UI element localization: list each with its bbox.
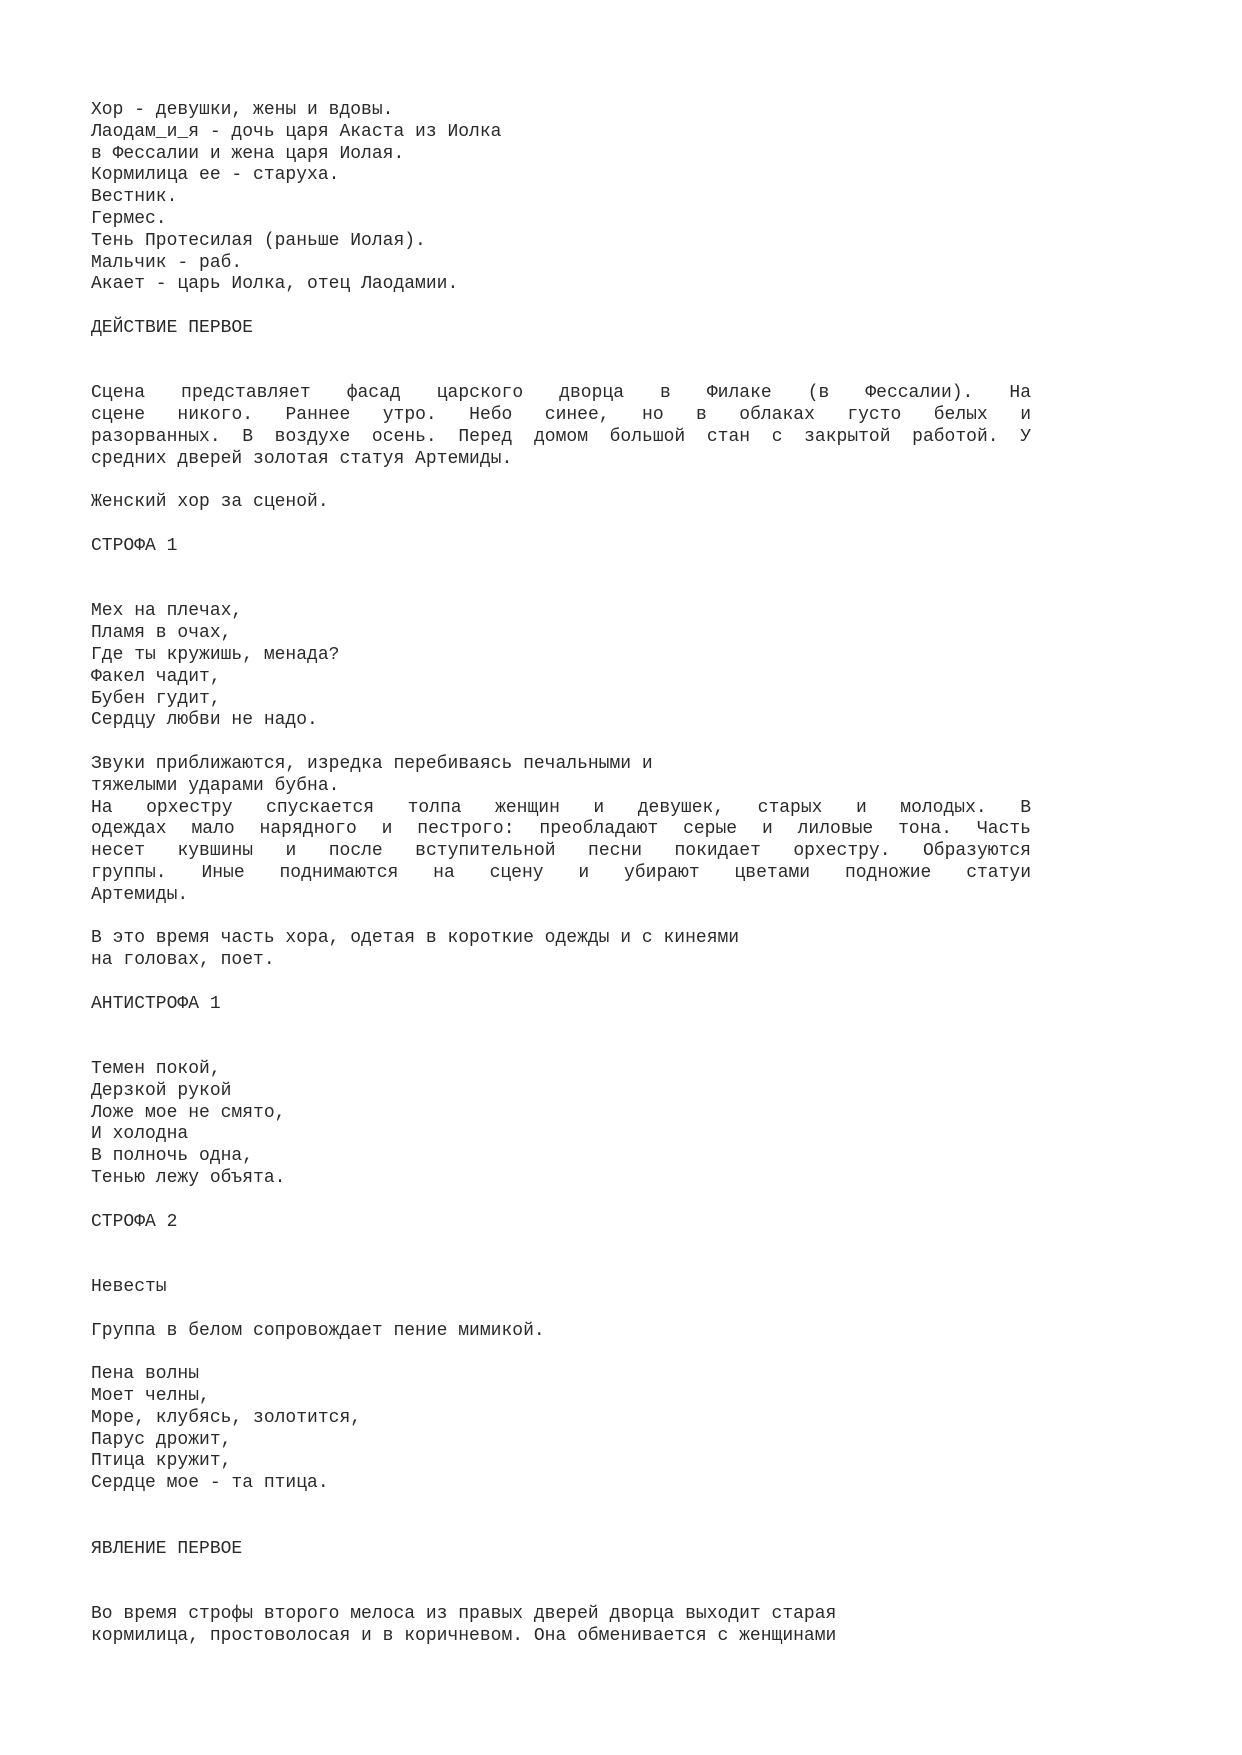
act-title: ДЕЙСТВИЕ ПЕРВОЕ [91, 317, 254, 338]
paragraph-line: тяжелыми ударами бубна. [91, 775, 340, 796]
paragraph-line: Артемиды. [91, 884, 189, 905]
scene1-title: ЯВЛЕНИЕ ПЕРВОЕ [91, 1538, 243, 1559]
cast-line: в Фессалии и жена царя Иолая. [91, 143, 405, 164]
paragraph-line: несет кувшины и после вступительной песни покидает орхестру. Образуются [91, 841, 1031, 862]
paragraph-line: кормилица, простоволосая и в коричневом. Она обменивается с женщинами [91, 1625, 837, 1646]
cast-line: Акает - царь Иолка, отец Лаодамии. [91, 274, 459, 295]
verse-line: Птица кружит, [91, 1451, 232, 1472]
cast-line: Гермес. [91, 208, 167, 229]
verse-line: Море, клубясь, золотится, [91, 1407, 362, 1428]
verse-line: Мех на плечах, [91, 601, 243, 622]
paragraph-line: одеждах мало нарядного и пестрого: преобладают серые и лиловые тона. Часть [91, 819, 1031, 840]
strophe1-verse [91, 601, 1031, 732]
cast-line: Хор - девушки, жены и вдовы. [91, 100, 394, 120]
verse-line: Сердцу любви не надо. [91, 710, 318, 731]
cast-line: Вестник. [91, 187, 178, 208]
paragraph-line: сцене никого. Раннее утро. Небо синее, но в облаках густо белых и [91, 405, 1031, 426]
verse-line: Моет челны, [91, 1386, 210, 1407]
paragraph-line: средних дверей золотая статуя Артемиды. [91, 448, 513, 469]
paragraph-line: Звуки приближаются, изредка перебиваясь печальными и [91, 753, 653, 774]
verse-line: Факел чадит, [91, 666, 221, 687]
verse-line: Бубен гудит, [91, 688, 221, 709]
paragraph-line: Во время строфы второго мелоса из правых дверей дворца выходит старая [91, 1603, 837, 1624]
mimic-note: Группа в белом сопровождает пение мимикой. [91, 1320, 545, 1341]
paragraph-line: на головах, поет. [91, 950, 275, 971]
verse-line: Тенью лежу объята. [91, 1168, 286, 1189]
verse-line: Темен покой, [91, 1059, 221, 1080]
paragraph-line: разорванных. В воздухе осень. Перед домом большой стан с закрытой работой. У [91, 426, 1031, 447]
paragraph-line: В это время часть хора, одетая в короткие одежды и с кинеями [91, 928, 740, 949]
strophe2-verse [91, 1364, 1031, 1495]
paragraph-line: Сцена представляет фасад царского дворца в Филаке (в Фессалии). На [91, 383, 1031, 404]
cast-line: Мальчик - раб. [91, 252, 243, 273]
verse-line: Ложе мое не смято, [91, 1102, 286, 1123]
paragraph-line: На орхестру спускается толпа женщин и девушек, старых и молодых. В [91, 797, 1031, 818]
verse-line: Сердце мое - та птица. [91, 1473, 329, 1494]
cast-line: Кормилица ее - старуха. [91, 165, 340, 186]
document-page [91, 100, 1031, 1648]
brides-label: Невесты [91, 1277, 167, 1298]
cast-list [91, 100, 1031, 296]
antistrophe1-title: АНТИСТРОФА 1 [91, 993, 221, 1014]
paragraph-line: группы. Иные поднимаются на сцену и убирают цветами подножие статуи [91, 862, 1031, 883]
verse-line: Пламя в очах, [91, 623, 232, 644]
verse-line: Парус дрожит, [91, 1429, 232, 1450]
verse-line: В полночь одна, [91, 1146, 254, 1167]
cast-line: Тень Протесилая (раньше Иолая). [91, 230, 426, 251]
verse-line: Пена волны [91, 1364, 200, 1385]
strophe2-title: СТРОФА 2 [91, 1211, 178, 1232]
verse-line: Дерзкой рукой [91, 1080, 232, 1101]
scene-description [91, 383, 1031, 470]
scene1-text [91, 1604, 1031, 1648]
antistrophe1-verse [91, 1059, 1031, 1190]
stage-direction [91, 754, 1031, 907]
stage-direction [91, 928, 1031, 972]
strophe1-title: СТРОФА 1 [91, 535, 178, 556]
cast-line: Лаодам_и_я - дочь царя Акаста из Иолка [91, 121, 502, 142]
verse-line: Где ты кружишь, менада? [91, 644, 340, 665]
offstage-note: Женский хор за сценой. [91, 492, 329, 513]
verse-line: И холодна [91, 1124, 189, 1145]
